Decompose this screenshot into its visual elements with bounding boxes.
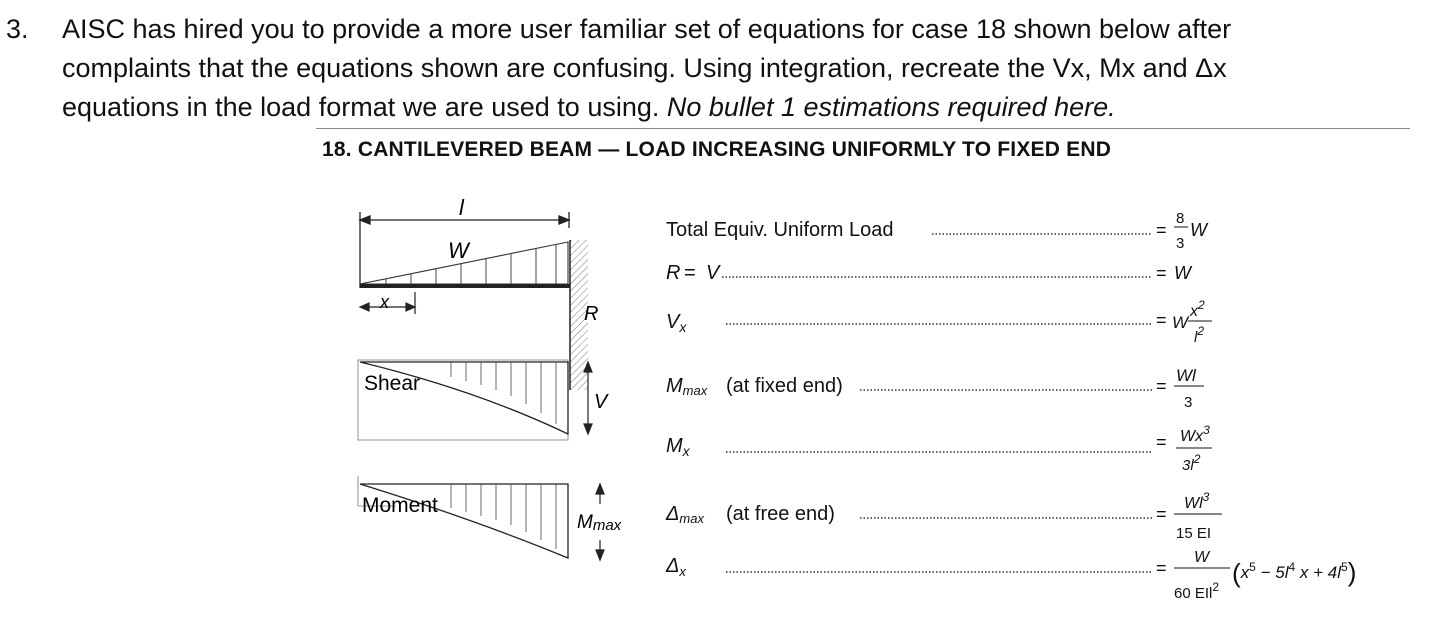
x-label: x — [380, 292, 389, 312]
question-line-2: complaints that the equations shown are confusing. Using integration, recreate the Vx, Mx and Δx — [62, 53, 1227, 83]
eq6-den: 15 EI — [1176, 525, 1212, 542]
eq2-equals: = — [1156, 263, 1167, 283]
eq5-num: Wx$^3$ — [1180, 423, 1210, 445]
shear-label: Shear — [364, 372, 421, 395]
question-line-1: AISC has hired you to provide a more user familiar set of equations for case 18 shown below after — [62, 14, 1232, 44]
eq4-main: Mmax — [666, 375, 708, 398]
question-line-3-italic: No bullet 1 estimations required here. — [666, 92, 1116, 122]
shear-value-label: V — [594, 391, 608, 413]
span-label: l — [459, 195, 464, 220]
eq1-equals: = — [1156, 220, 1167, 240]
eq7-num: W — [1194, 549, 1210, 566]
eq3-num: $x^2$ — [1190, 298, 1205, 320]
eq1-den: 3 — [1176, 235, 1185, 252]
reaction-label: R — [584, 303, 599, 325]
eq1-label: Total Equiv. Uniform Load — [666, 219, 894, 241]
eq7-label: $\Delta_x$ — [666, 555, 686, 579]
eq5-label: $M_x$ — [666, 435, 690, 459]
eq2-result: W — [1174, 263, 1191, 283]
eq7-paren-term: ($x^5 - 5l^4$ $x + 4l^5$) — [1232, 557, 1357, 588]
beam — [360, 284, 570, 288]
eq4-equals: = — [1156, 376, 1167, 396]
eq3-equals: = — [1156, 310, 1167, 330]
eq3-w: W — [1172, 313, 1189, 332]
eq7-equals: = — [1156, 558, 1167, 578]
figure-title: 18. CANTILEVERED BEAM — LOAD INCREASING UNIFORMLY TO FIXED END — [322, 138, 1112, 161]
eq7-den: 60 EIl$^2$ — [1174, 580, 1220, 602]
beam-diagram — [316, 128, 1410, 622]
eq1-var: W — [1190, 220, 1207, 240]
eq6-desc: (at free end) — [726, 503, 835, 525]
moment-diagram — [358, 476, 568, 558]
question-line-3 — [62, 92, 1116, 123]
load-label: W — [448, 238, 469, 263]
eq6-num: Wl$^3$ — [1184, 490, 1210, 512]
eq6-equals: = — [1156, 504, 1167, 524]
eq2-equals-inner: = — [684, 262, 696, 284]
question-number: 3. — [6, 14, 29, 44]
eq5-den: $3l^2$ — [1182, 452, 1201, 474]
eq3-den: $l^2$ — [1194, 324, 1205, 346]
eq3-label: $V_x$ — [666, 311, 687, 335]
equations — [665, 210, 1356, 602]
eq6-main: Δmax — [666, 503, 704, 526]
eq4-num: Wl — [1176, 366, 1196, 385]
eq4-desc: (at fixed end) — [726, 375, 843, 397]
moment-value-label: Mmax — [577, 512, 622, 534]
eq5-equals: = — [1156, 432, 1167, 452]
eq4-den: 3 — [1184, 394, 1193, 411]
moment-label: Moment — [362, 494, 438, 517]
eq2-right: V — [706, 262, 720, 284]
eq1-num: 8 — [1176, 210, 1185, 227]
eq2-left: R — [666, 262, 681, 284]
question-line-3-text: equations in the load format we are used to using. — [62, 92, 667, 122]
beam-figure — [316, 128, 1410, 622]
